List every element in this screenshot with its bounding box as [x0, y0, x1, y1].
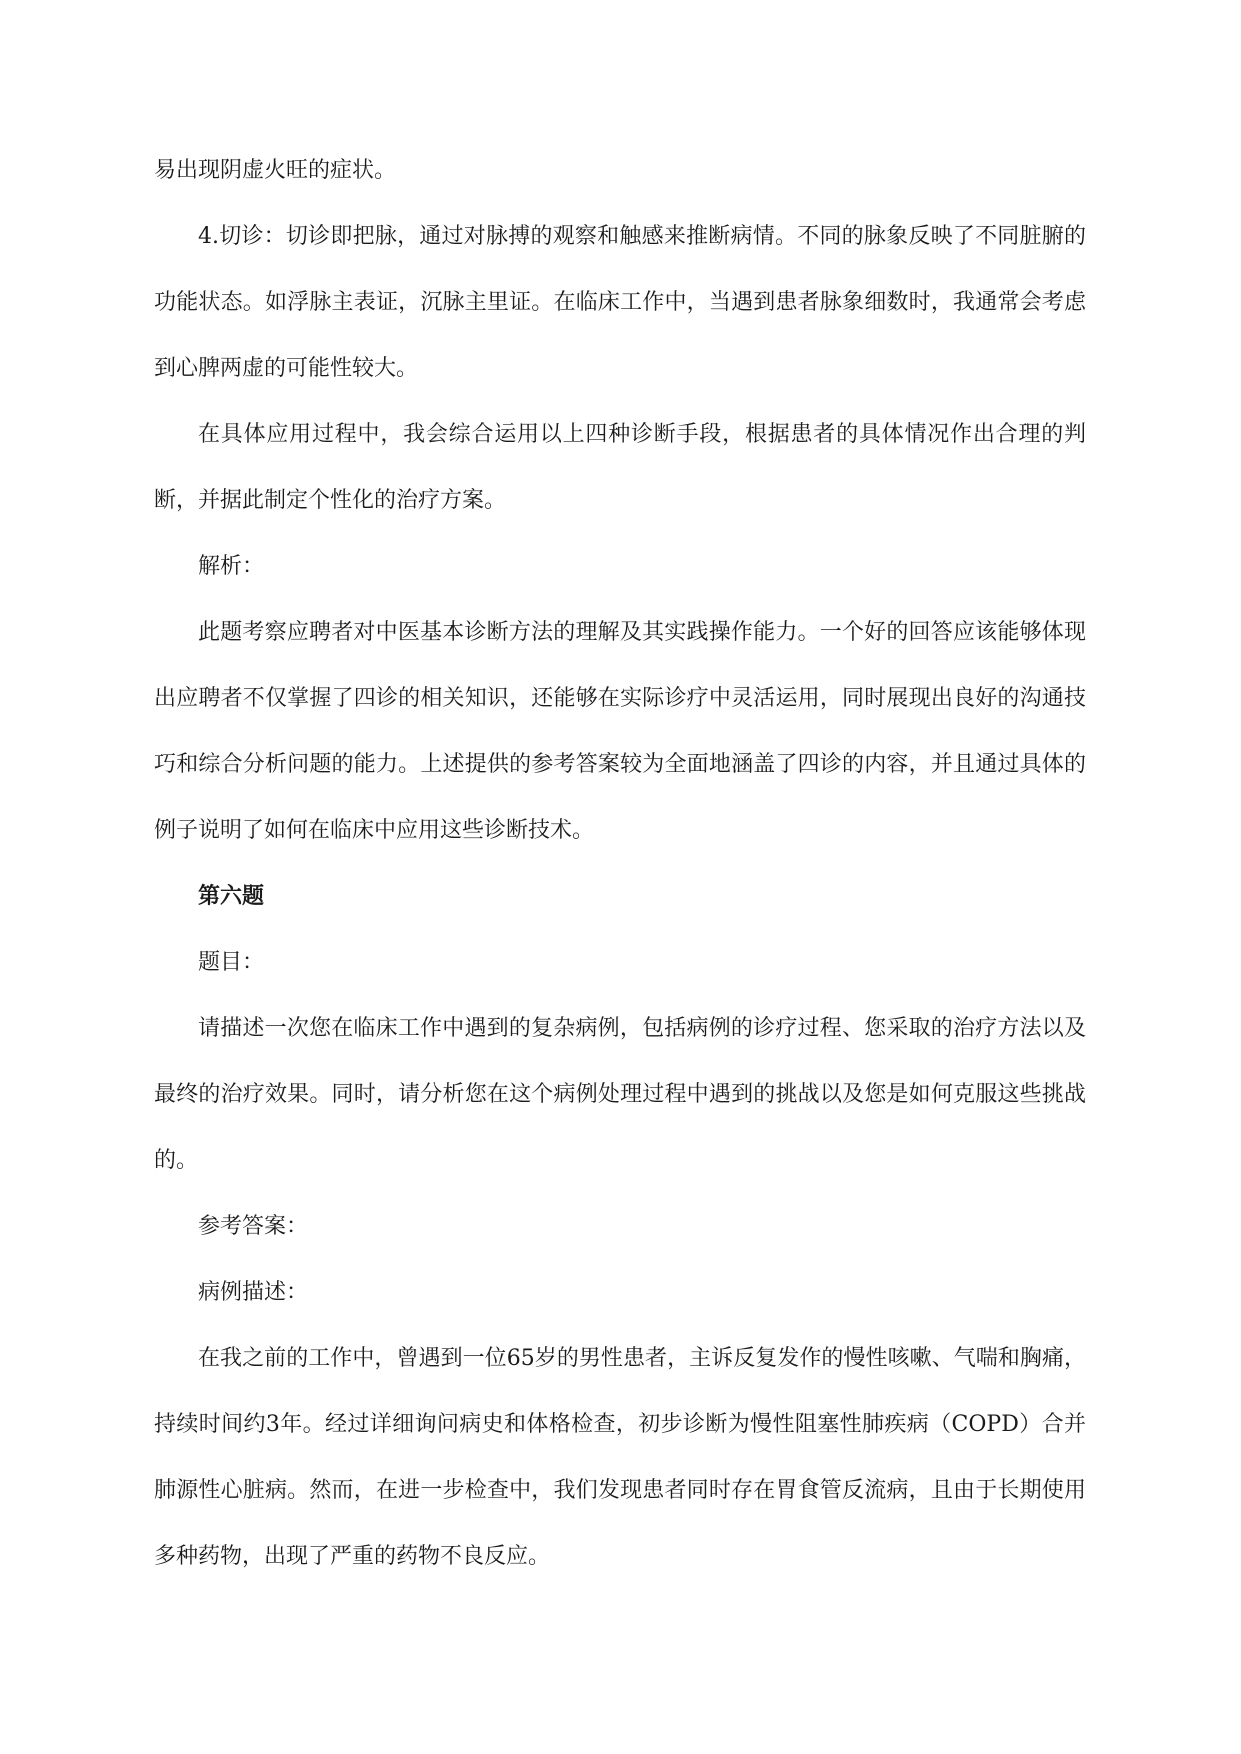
- label-reference-answer: 参考答案：: [198, 1214, 309, 1239]
- document-body: [154, 138, 1086, 1590]
- label-question: 题目：: [198, 950, 265, 975]
- paragraph-continuation: 易出现阴虚火旺的症状。: [154, 158, 397, 183]
- paragraph-analysis: 此题考察应聘者对中医基本诊断方法的理解及其实践操作能力。一个好的回答应该能够体现出应聘者不仅掌握了四诊的相关知识，还能够在实际诊疗中灵活运用，同时展现出良好的沟通技巧和综合分析问题的能力。上述提供的参考答案较为全面地涵盖了四诊的内容，并且通过具体的例子说明了如何在临床中应用这些诊断技术。: [154, 620, 1086, 843]
- paragraph-application: 在具体应用过程中，我会综合运用以上四种诊断手段，根据患者的具体情况作出合理的判断，并据此制定个性化的治疗方案。: [154, 422, 1086, 513]
- paragraph-case-description: 在我之前的工作中，曾遇到一位65岁的男性患者，主诉反复发作的慢性咳嗽、气喘和胸痛，持续时间约3年。经过详细询问病史和体格检查，初步诊断为慢性阻塞性肺疾病（COPD）合并肺源性心脏病。然而，在进一步检查中，我们发现患者同时存在胃食管反流病，且由于长期使用多种药物，出现了严重的药物不良反应。: [154, 1346, 1086, 1569]
- label-analysis: 解析：: [198, 554, 265, 579]
- paragraph-pulse-diagnosis: 4.切诊：切诊即把脉，通过对脉搏的观察和触感来推断病情。不同的脉象反映了不同脏腑的功能状态。如浮脉主表证，沉脉主里证。在临床工作中，当遇到患者脉象细数时，我通常会考虑到心脾两虚的可能性较大。: [154, 224, 1086, 381]
- label-case-description: 病例描述：: [198, 1280, 309, 1305]
- paragraph-question: 请描述一次您在临床工作中遇到的复杂病例，包括病例的诊疗过程、您采取的治疗方法以及最终的治疗效果。同时，请分析您在这个病例处理过程中遇到的挑战以及您是如何克服这些挑战的。: [154, 1016, 1086, 1173]
- question-heading: 第六题: [198, 884, 265, 909]
